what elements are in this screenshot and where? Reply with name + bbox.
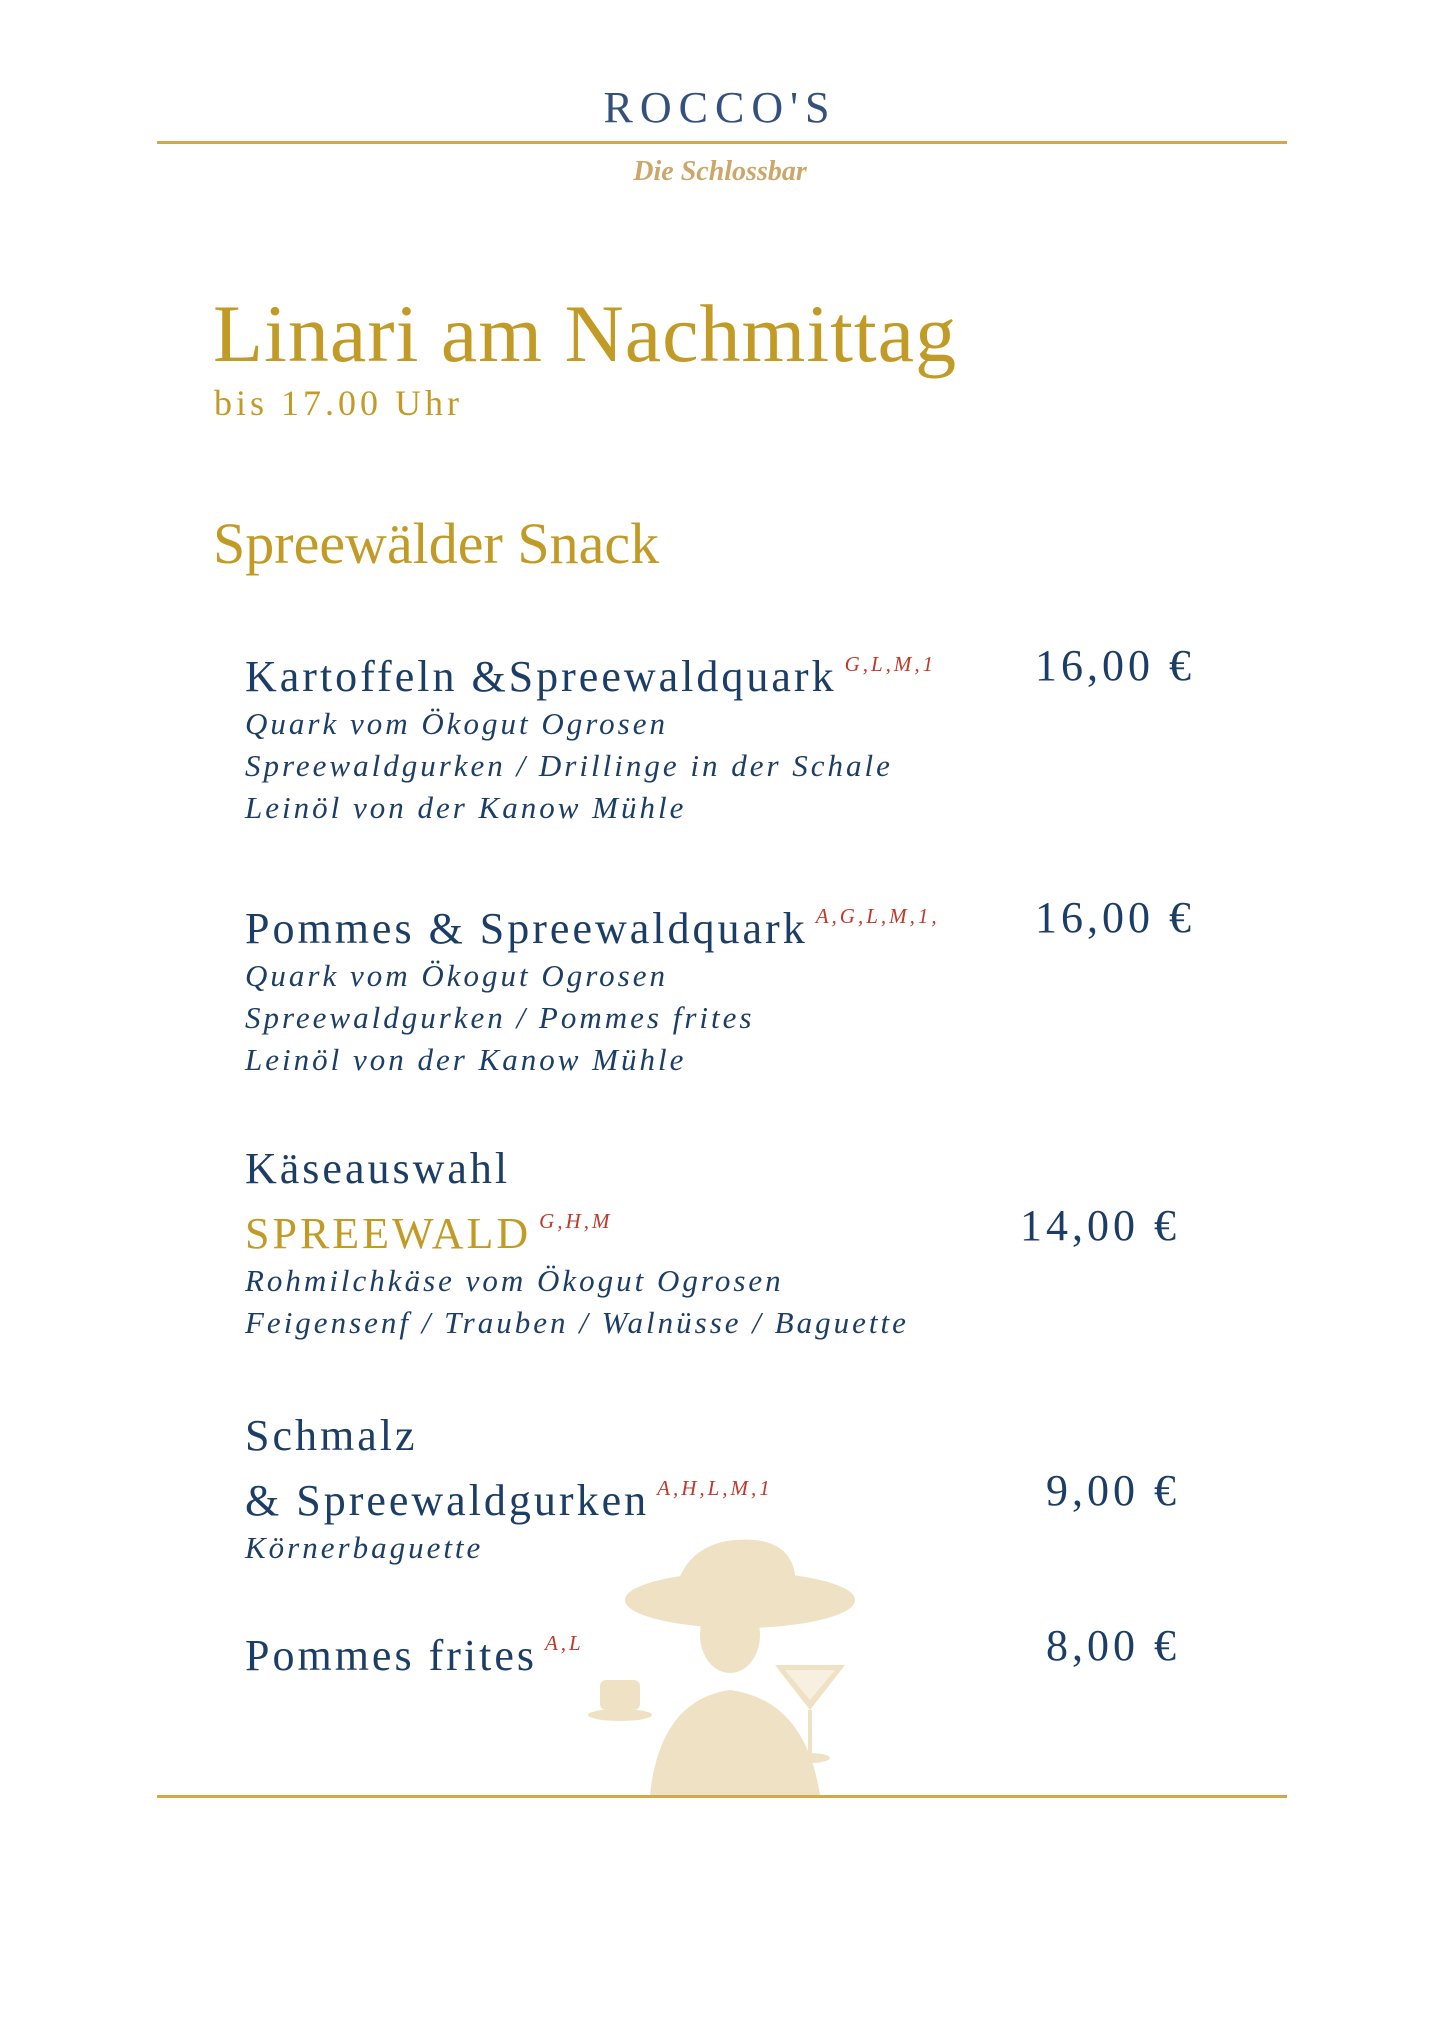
brand-logo: ROCCO'S (603, 83, 837, 132)
page-title: Linari am Nachmittag (213, 288, 958, 379)
lady-with-hat-icon (580, 1530, 880, 1795)
item-price: 16,00 € (1035, 893, 1195, 942)
item-name: Kartoffeln &Spreewaldquark $^{G,L,M,1}$ (245, 652, 937, 701)
item-name: Pommes frites $^{A,L}$ (245, 1631, 584, 1680)
item-description-line: Körnerbaguette (245, 1530, 484, 1565)
allergen-codes: G,L,M,1 (844, 652, 937, 676)
item-description-line: Quark vom Ökogut Ogrosen (245, 958, 668, 993)
item-name-highlight: SPREEWALD $^{G,H,M}$ (245, 1209, 613, 1258)
section-title: Spreewälder Snack (213, 511, 660, 576)
item-description-line: Feigensenf / Trauben / Walnüsse / Baguette (245, 1305, 909, 1340)
item-price: 9,00 € (1046, 1466, 1180, 1515)
item-description-line: Leinöl von der Kanow Mühle (245, 1042, 687, 1077)
item-name: Käseauswahl (245, 1144, 511, 1193)
item-description-line: Leinöl von der Kanow Mühle (245, 790, 687, 825)
item-price: 8,00 € (1046, 1621, 1180, 1670)
allergen-codes: A,G,L,M,1, (815, 904, 940, 928)
allergen-codes: G,H,M (539, 1209, 613, 1233)
header-divider (157, 141, 1287, 144)
item-description-line: Spreewaldgurken / Pommes frites (245, 1000, 755, 1035)
item-name: Schmalz (245, 1411, 418, 1460)
item-name: Pommes & Spreewaldquark $^{A,G,L,M,1,}$ (245, 904, 940, 953)
item-description-line: Spreewaldgurken / Drillinge in der Schale (245, 748, 893, 783)
item-description-line: Quark vom Ökogut Ogrosen (245, 706, 668, 741)
brand-tagline: Die Schlossbar (633, 156, 807, 187)
item-price: 14,00 € (1020, 1201, 1180, 1250)
allergen-codes: A,L (544, 1631, 584, 1655)
footer-divider (157, 1795, 1287, 1798)
item-price: 16,00 € (1035, 641, 1195, 690)
page-subtitle: bis 17.00 Uhr (214, 383, 463, 423)
item-description-line: Rohmilchkäse vom Ökogut Ogrosen (245, 1263, 784, 1298)
allergen-codes: A,H,L,M,1 (657, 1476, 773, 1500)
item-name: & Spreewaldgurken $^{A,H,L,M,1}$ (245, 1476, 773, 1525)
